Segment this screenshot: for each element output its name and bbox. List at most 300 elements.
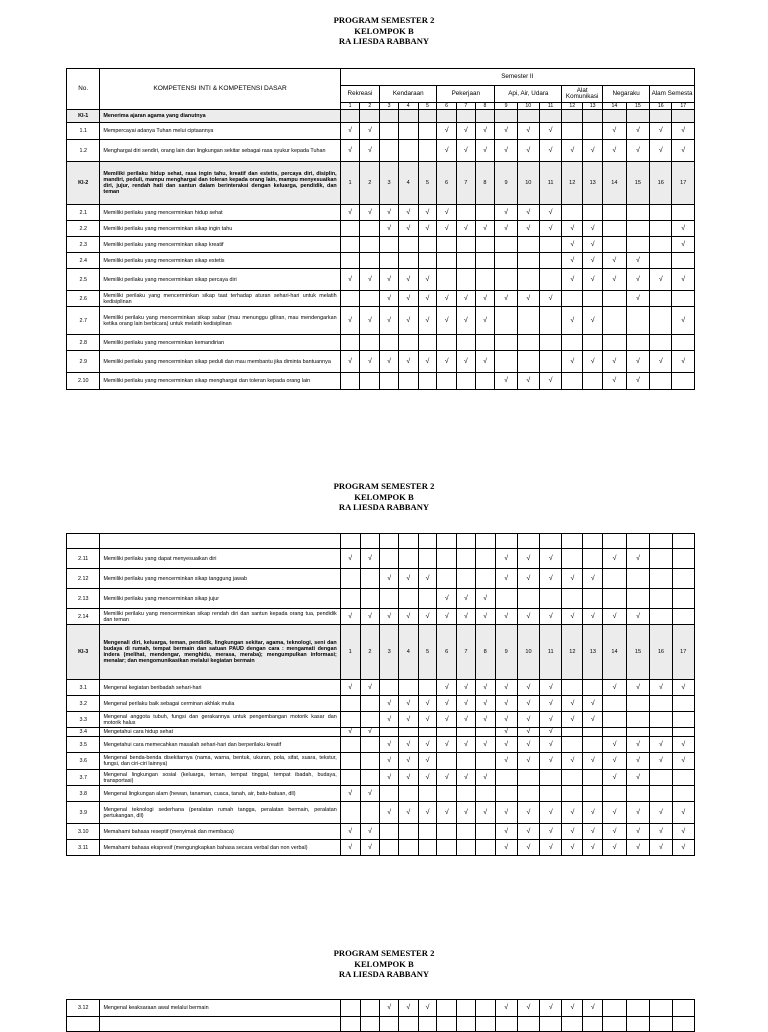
week-number-cell: 3 <box>380 625 399 680</box>
check-mark: √ <box>583 569 603 589</box>
row-description: Mengenal teknologi sederhana (peralatan rumah tangga, peralatan bermain, peralatan pertukangan, dll) <box>100 802 340 824</box>
check-mark: √ <box>495 373 517 390</box>
check-mark: √ <box>475 291 495 307</box>
kd-row <box>67 549 695 569</box>
header-semester: Semester II <box>340 69 694 86</box>
week-number-cell: 7 <box>457 625 476 680</box>
empty-cell <box>603 221 627 237</box>
row-description: Memiliki perilaku yang dapat menyesuaikan diri <box>100 549 340 569</box>
check-mark: √ <box>672 840 694 856</box>
empty-cell <box>340 373 360 390</box>
check-mark: √ <box>672 269 695 291</box>
empty-cell <box>650 696 672 712</box>
check-mark: √ <box>672 824 694 840</box>
week-number-cell: 13 <box>583 162 603 205</box>
empty-cell <box>626 589 650 609</box>
empty-cell <box>457 1000 476 1017</box>
check-mark: √ <box>457 123 476 140</box>
empty-cell <box>626 237 650 253</box>
empty-cell <box>475 253 495 269</box>
check-mark: √ <box>437 307 457 335</box>
empty-cell <box>398 140 418 162</box>
check-mark: √ <box>475 802 495 824</box>
empty-cell <box>626 569 650 589</box>
kd-row <box>67 712 695 728</box>
empty-cell <box>475 110 495 123</box>
check-mark: √ <box>495 840 517 856</box>
empty-cell <box>562 728 583 737</box>
week-number-cell: 17 <box>672 162 695 205</box>
check-mark: √ <box>540 753 562 770</box>
check-mark: √ <box>517 696 539 712</box>
empty-cell <box>457 786 476 802</box>
check-mark: √ <box>398 609 418 625</box>
kd-row <box>67 269 695 291</box>
empty-cell <box>626 712 650 728</box>
week-number-cell: 14 <box>603 162 627 205</box>
row-description <box>100 1017 340 1032</box>
check-mark: √ <box>603 770 627 786</box>
empty-cell <box>457 569 476 589</box>
check-mark: √ <box>437 712 457 728</box>
empty-cell <box>583 110 603 123</box>
check-mark: √ <box>583 696 603 712</box>
empty-cell <box>380 534 399 549</box>
empty-cell <box>437 253 457 269</box>
empty-cell <box>340 753 360 770</box>
empty-cell <box>457 205 476 221</box>
row-number: 2.12 <box>67 569 100 589</box>
check-mark: √ <box>672 307 695 335</box>
check-mark: √ <box>457 802 476 824</box>
row-description: Memiliki perilaku yang mencerminkan sikap rendah diri dan santun kepada orang tua, pendidik dan teman <box>100 609 340 625</box>
row-description: Mengenal anggota tubuh, fungsi dan gerakannya untuk pengembangan motorik kasar dan motorik halus <box>100 712 340 728</box>
check-mark: √ <box>562 712 583 728</box>
empty-cell <box>672 534 694 549</box>
empty-cell <box>437 549 457 569</box>
empty-cell <box>562 205 583 221</box>
week-number-cell: 14 <box>603 625 627 680</box>
empty-cell <box>340 110 360 123</box>
check-mark: √ <box>380 712 399 728</box>
week-number-cell: 7 <box>457 162 476 205</box>
check-mark: √ <box>360 786 380 802</box>
empty-cell <box>437 110 457 123</box>
row-description <box>100 534 340 549</box>
week-number-cell: 4 <box>398 162 418 205</box>
check-mark: √ <box>360 840 380 856</box>
week-number-cell: 10 <box>517 162 539 205</box>
week-number-cell: 15 <box>626 162 650 205</box>
empty-cell <box>562 1017 583 1032</box>
check-mark: √ <box>340 680 360 696</box>
check-mark: √ <box>398 737 418 753</box>
check-mark: √ <box>603 824 627 840</box>
check-mark: √ <box>457 291 476 307</box>
check-mark: √ <box>437 140 457 162</box>
empty-cell <box>380 680 399 696</box>
check-mark: √ <box>540 569 562 589</box>
week-number-cell: 11 <box>539 162 561 205</box>
check-mark: √ <box>360 123 380 140</box>
empty-cell <box>437 824 457 840</box>
check-mark: √ <box>495 737 517 753</box>
check-mark: √ <box>418 609 437 625</box>
check-mark: √ <box>398 696 418 712</box>
empty-cell <box>398 335 418 351</box>
empty-cell <box>340 1017 360 1032</box>
empty-cell <box>380 728 399 737</box>
check-mark: √ <box>539 123 561 140</box>
empty-cell <box>562 335 583 351</box>
empty-cell <box>437 373 457 390</box>
empty-cell <box>562 680 583 696</box>
row-description: Mengenal lingkungan sosial (keluarga, teman, tempat tinggal, tempat ibadah, budaya, transportasi) <box>100 770 340 786</box>
empty-cell <box>517 110 539 123</box>
kd-row <box>67 696 695 712</box>
check-mark: √ <box>603 737 627 753</box>
check-mark: √ <box>517 712 539 728</box>
empty-cell <box>583 549 603 569</box>
kd-row <box>67 753 695 770</box>
check-mark: √ <box>583 307 603 335</box>
empty-cell <box>517 307 539 335</box>
row-number: 2.14 <box>67 609 100 625</box>
empty-cell <box>360 753 380 770</box>
empty-cell <box>380 123 399 140</box>
kd-row <box>67 680 695 696</box>
row-number: 3.9 <box>67 802 100 824</box>
check-mark: √ <box>475 609 495 625</box>
check-mark: √ <box>562 221 583 237</box>
check-mark: √ <box>540 696 562 712</box>
empty-cell <box>626 1000 650 1017</box>
empty-cell <box>650 291 672 307</box>
empty-cell <box>583 737 603 753</box>
check-mark: √ <box>583 840 603 856</box>
empty-cell <box>418 110 437 123</box>
row-number: 2.6 <box>67 291 100 307</box>
check-mark: √ <box>495 753 517 770</box>
empty-cell <box>475 728 495 737</box>
week-number-cell: 9 <box>495 625 517 680</box>
title-line1: PROGRAM SEMESTER 2 <box>333 481 435 491</box>
row-description: Mengenal kegiatan beribadah sehari-hari <box>100 680 340 696</box>
check-mark: √ <box>418 1000 437 1017</box>
row-number: 2.10 <box>67 373 100 390</box>
check-mark: √ <box>672 221 695 237</box>
empty-cell <box>672 549 694 569</box>
week-number: 9 <box>495 103 517 110</box>
check-mark: √ <box>418 307 437 335</box>
empty-cell <box>380 140 399 162</box>
row-number: 1.2 <box>67 140 100 162</box>
check-mark: √ <box>437 609 457 625</box>
week-number-cell: 12 <box>562 625 583 680</box>
empty-cell <box>437 237 457 253</box>
empty-cell <box>650 770 672 786</box>
check-mark: √ <box>437 221 457 237</box>
check-mark: √ <box>437 680 457 696</box>
empty-cell <box>517 335 539 351</box>
empty-cell <box>457 728 476 737</box>
kd-row <box>67 291 695 307</box>
empty-cell <box>650 205 672 221</box>
week-number-cell: 4 <box>398 625 418 680</box>
check-mark: √ <box>475 140 495 162</box>
check-mark: √ <box>437 802 457 824</box>
empty-cell <box>340 1000 360 1017</box>
empty-cell <box>475 373 495 390</box>
empty-cell <box>380 786 399 802</box>
empty-cell <box>398 110 418 123</box>
empty-cell <box>562 291 583 307</box>
empty-cell <box>398 840 418 856</box>
empty-cell <box>517 1017 539 1032</box>
check-mark: √ <box>495 549 517 569</box>
empty-cell <box>398 373 418 390</box>
empty-cell <box>583 123 603 140</box>
check-mark: √ <box>475 680 495 696</box>
check-mark: √ <box>495 205 517 221</box>
check-mark: √ <box>457 221 476 237</box>
empty-cell <box>672 770 694 786</box>
check-mark: √ <box>398 351 418 373</box>
check-mark: √ <box>360 307 380 335</box>
empty-cell <box>517 351 539 373</box>
check-mark: √ <box>418 569 437 589</box>
title-line1: PROGRAM SEMESTER 2 <box>333 948 435 958</box>
check-mark: √ <box>672 802 694 824</box>
empty-cell <box>540 786 562 802</box>
row-description: Memiliki perilaku yang mencerminkan hidup sehat <box>100 205 340 221</box>
row-description: Mengenal keaksaraan awal melalui bermain <box>100 1000 340 1017</box>
row-description: Memiliki perilaku yang mencerminkan kemandirian <box>100 335 340 351</box>
check-mark: √ <box>626 123 650 140</box>
check-mark: √ <box>517 680 539 696</box>
kd-row <box>67 728 695 737</box>
empty-cell <box>583 680 603 696</box>
row-description: Memiliki perilaku yang mencerminkan sikap ingin tahu <box>100 221 340 237</box>
check-mark: √ <box>340 269 360 291</box>
empty-cell <box>360 335 380 351</box>
check-mark: √ <box>418 753 437 770</box>
check-mark: √ <box>495 609 517 625</box>
empty-cell <box>437 728 457 737</box>
row-number: 3.7 <box>67 770 100 786</box>
empty-cell <box>418 237 437 253</box>
empty-cell <box>380 1017 399 1032</box>
empty-cell <box>495 351 517 373</box>
empty-cell <box>603 696 627 712</box>
row-number: 2.4 <box>67 253 100 269</box>
check-mark: √ <box>672 753 694 770</box>
empty-cell <box>650 589 672 609</box>
check-mark: √ <box>626 291 650 307</box>
week-number-cell: 16 <box>650 162 672 205</box>
check-mark: √ <box>360 728 380 737</box>
week-number-cell: 11 <box>540 625 562 680</box>
row-description: Mengenal lingkungan alam (hewan, tanaman, cuaca, tanah, air, batu-batuan, dll) <box>100 786 340 802</box>
week-number-cell: 2 <box>360 162 380 205</box>
theme-header: Negaraku <box>603 86 650 103</box>
row-number: 2.11 <box>67 549 100 569</box>
row-description: Memiliki perilaku yang mencerminkan sikap sabar (mau menunggu giliran, mau mendengarkan ketika orang lain berbicara) untuk melatih kedisiplinan <box>100 307 340 335</box>
header-no: No. <box>67 69 100 110</box>
check-mark: √ <box>540 802 562 824</box>
kd-row <box>67 802 695 824</box>
check-mark: √ <box>517 549 539 569</box>
empty-cell <box>650 221 672 237</box>
week-number: 12 <box>562 103 583 110</box>
empty-cell <box>340 737 360 753</box>
empty-cell <box>672 373 695 390</box>
empty-cell <box>340 696 360 712</box>
check-mark: √ <box>340 140 360 162</box>
check-mark: √ <box>603 802 627 824</box>
row-number: 2.3 <box>67 237 100 253</box>
empty-cell <box>672 569 694 589</box>
empty-cell <box>517 786 539 802</box>
check-mark: √ <box>626 770 650 786</box>
empty-cell <box>398 728 418 737</box>
check-mark: √ <box>626 549 650 569</box>
ki-row <box>67 110 695 123</box>
check-mark: √ <box>517 737 539 753</box>
empty-cell <box>457 753 476 770</box>
week-number: 17 <box>672 103 695 110</box>
check-mark: √ <box>457 680 476 696</box>
empty-cell <box>672 589 694 609</box>
theme-header: Kendaraan <box>380 86 437 103</box>
check-mark: √ <box>418 269 437 291</box>
week-number-cell: 8 <box>475 162 495 205</box>
week-number-cell: 3 <box>380 162 399 205</box>
empty-cell <box>457 534 476 549</box>
title-line2: KELOMPOK B <box>354 491 414 502</box>
empty-cell <box>360 696 380 712</box>
empty-cell <box>650 728 672 737</box>
empty-cell <box>626 696 650 712</box>
empty-cell <box>540 1017 562 1032</box>
empty-cell <box>672 1017 694 1032</box>
kd-row <box>67 237 695 253</box>
empty-cell <box>418 549 437 569</box>
empty-cell <box>418 786 437 802</box>
empty-cell <box>360 237 380 253</box>
check-mark: √ <box>562 253 583 269</box>
empty-cell <box>418 824 437 840</box>
row-number: 2.5 <box>67 269 100 291</box>
empty-cell <box>517 770 539 786</box>
check-mark: √ <box>626 753 650 770</box>
empty-cell <box>650 609 672 625</box>
row-number: 3.3 <box>67 712 100 728</box>
empty-cell <box>562 123 583 140</box>
empty-cell <box>583 786 603 802</box>
check-mark: √ <box>583 1000 603 1017</box>
week-number-cell: 5 <box>418 625 437 680</box>
empty-cell <box>672 335 695 351</box>
check-mark: √ <box>540 728 562 737</box>
empty-cell <box>475 205 495 221</box>
empty-cell <box>539 253 561 269</box>
title-line2: KELOMPOK B <box>354 958 414 969</box>
check-mark: √ <box>650 737 672 753</box>
empty-cell <box>583 373 603 390</box>
check-mark: √ <box>475 589 495 609</box>
empty-cell <box>418 534 437 549</box>
competency-table <box>66 533 695 856</box>
theme-header: Api, Air, Udara <box>495 86 562 103</box>
empty-cell <box>457 269 476 291</box>
check-mark: √ <box>340 840 360 856</box>
week-number: 5 <box>418 103 437 110</box>
empty-cell <box>360 712 380 728</box>
empty-cell <box>380 335 399 351</box>
empty-cell <box>626 335 650 351</box>
check-mark: √ <box>517 824 539 840</box>
empty-cell <box>626 534 650 549</box>
kd-row <box>67 534 695 549</box>
empty-cell <box>583 1017 603 1032</box>
empty-cell <box>475 840 495 856</box>
check-mark: √ <box>398 205 418 221</box>
check-mark: √ <box>603 140 627 162</box>
empty-cell <box>562 786 583 802</box>
empty-cell <box>475 1000 495 1017</box>
week-number: 15 <box>626 103 650 110</box>
week-number-cell: 17 <box>672 625 694 680</box>
check-mark: √ <box>340 786 360 802</box>
empty-cell <box>398 253 418 269</box>
check-mark: √ <box>540 737 562 753</box>
empty-cell <box>457 1017 476 1032</box>
week-number: 1 <box>340 103 360 110</box>
empty-cell <box>418 140 437 162</box>
check-mark: √ <box>495 802 517 824</box>
empty-cell <box>517 237 539 253</box>
empty-cell <box>398 824 418 840</box>
row-description: Menerima ajaran agama yang dianutnya <box>100 110 340 123</box>
row-number: 3.5 <box>67 737 100 753</box>
check-mark: √ <box>650 753 672 770</box>
empty-cell <box>340 589 360 609</box>
check-mark: √ <box>380 569 399 589</box>
empty-cell <box>603 728 627 737</box>
empty-cell <box>360 1017 380 1032</box>
check-mark: √ <box>380 291 399 307</box>
check-mark: √ <box>380 802 399 824</box>
empty-cell <box>475 786 495 802</box>
check-mark: √ <box>517 1000 539 1017</box>
check-mark: √ <box>583 221 603 237</box>
row-number: 1.1 <box>67 123 100 140</box>
empty-cell <box>398 123 418 140</box>
check-mark: √ <box>562 307 583 335</box>
empty-cell <box>517 269 539 291</box>
check-mark: √ <box>626 609 650 625</box>
row-description: Memiliki perilaku yang mencerminkan sikap menghargai dan toleran kepada orang lain <box>100 373 340 390</box>
empty-cell <box>539 307 561 335</box>
check-mark: √ <box>418 696 437 712</box>
week-number: 2 <box>360 103 380 110</box>
week-number-cell: 16 <box>650 625 672 680</box>
empty-cell <box>380 373 399 390</box>
check-mark: √ <box>380 1000 399 1017</box>
empty-cell <box>562 373 583 390</box>
empty-cell <box>437 1017 457 1032</box>
